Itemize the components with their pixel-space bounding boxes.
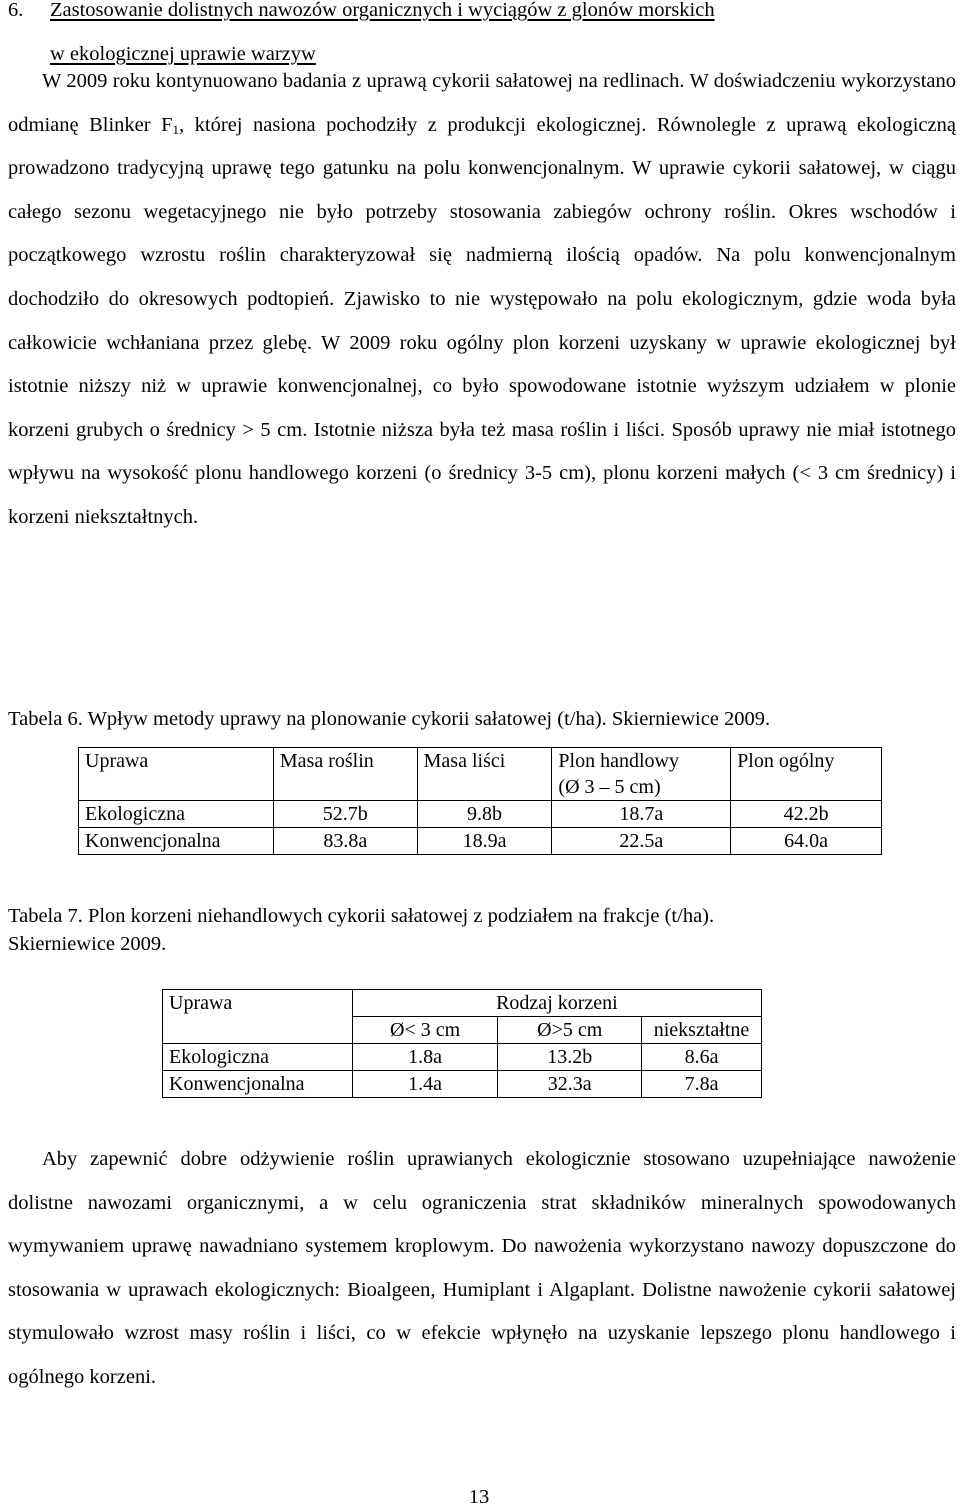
table7 <box>162 989 762 1098</box>
section-number: 6. <box>8 0 24 21</box>
table6-header-cell: Masa liści <box>417 748 552 801</box>
table-row <box>79 801 882 828</box>
paragraph-1-subscript: 1 <box>172 121 180 137</box>
table6-cell: 42.2b <box>731 801 882 828</box>
table6-cell: Konwencjonalna <box>79 828 274 855</box>
section-title-line2: w ekologicznej uprawie warzyw <box>50 43 316 65</box>
table6-cell: 9.8b <box>417 801 552 828</box>
table-row <box>163 1071 762 1098</box>
table6-header-cell: Uprawa <box>79 748 274 801</box>
table6-cell: 22.5a <box>552 828 731 855</box>
table6-header-row <box>79 748 882 801</box>
paragraph-2-text: Aby zapewnić dobre odżywienie roślin uprawianych ekologicznie stosowano uzupełniające nawożenie dolistne nawozami organicznymi, a w celu ograniczenia strat składników mineralnych spowodowanych wymywaniem uprawę nawadniano systemem kroplowym. Do nawożenia wykorzystano nawozy dopuszczone do stosowania w uprawach ekologicznych: Bioalgeen, Humiplant i Algaplant. Dolistne nawożenie cykorii sałatowej stymulowało wzrost masy roślin i liści, co w efekcie wpłynęło na uzyskanie lepszego plonu handlowego i ogólnego korzeni. <box>8 1148 956 1388</box>
page-number: 13 <box>468 1486 490 1508</box>
table6-header-cell: Masa roślin <box>273 748 417 801</box>
table6-header-line: Plon handlowy <box>558 750 679 772</box>
table7-caption-line1: Tabela 7. Plon korzeni niehandlowych cykorii sałatowej z podziałem na frakcje (t/ha). <box>8 905 715 927</box>
table7-cell: 1.4a <box>352 1071 498 1098</box>
table6-header-cell <box>552 748 731 801</box>
table7-cell: 1.8a <box>352 1044 498 1071</box>
table7-header-cell: Rodzaj korzeni <box>352 990 761 1017</box>
table7-cell: 8.6a <box>642 1044 762 1071</box>
table7-header-cell <box>163 1017 353 1044</box>
table7-header-cell: Uprawa <box>163 990 353 1017</box>
section-title-line1: Zastosowanie dolistnych nawozów organicznych i wyciągów z glonów morskich <box>50 0 715 21</box>
table7-header-row <box>163 990 762 1017</box>
paragraph-1 <box>8 60 956 540</box>
paragraph-1-text-a: W 2009 roku kontynuowano badania z uprawą cykorii sałatowej na redlinach. W doświadczeniu wykorzystano odmianę Blinker F <box>8 70 956 136</box>
table-row <box>79 828 882 855</box>
table7-cell: Konwencjonalna <box>163 1071 353 1098</box>
table6-header-line: (Ø 3 – 5 cm) <box>558 776 661 798</box>
section-heading <box>8 0 715 22</box>
table7-cell: 7.8a <box>642 1071 762 1098</box>
paragraph-2 <box>8 1138 956 1400</box>
table6 <box>78 747 882 855</box>
table7-caption-line2: Skierniewice 2009. <box>8 933 167 955</box>
table7-subheader-cell: Ø>5 cm <box>498 1017 642 1044</box>
table6-cell: 18.9a <box>417 828 552 855</box>
table7-cell: Ekologiczna <box>163 1044 353 1071</box>
table6-caption: Tabela 6. Wpływ metody uprawy na plonowanie cykorii sałatowej (t/ha). Skierniewice 2009. <box>8 708 771 730</box>
table7-subheader-cell: niekształtne <box>642 1017 762 1044</box>
paragraph-1-text-b: , której nasiona pochodziły z produkcji ekologicznej. Równolegle z uprawą ekologiczną prowadzono tradycyjną uprawę tego gatunku na polu konwencjonalnym. W uprawie cykorii sałatowej, w ciągu całego sezonu wegetacyjnego nie było potrzeby stosowania zabiegów ochrony roślin. Okres wschodów i początkowego wzrostu roślin charakteryzował się nadmierną ilością opadów. Na polu konwencjonalnym dochodziło do okresowych podtopień. Zjawisko to nie występowało na polu ekologicznym, gdzie woda była całkowicie wchłaniana przez glebę. W 2009 roku ogólny plon korzeni uzyskany w uprawie ekologicznej był istotnie niższy niż w uprawie konwencjonalnej, co było spowodowane istotnie wyższym udziałem w plonie korzeni grubych o średnicy > 5 cm. Istotnie niższa była też masa roślin i liści. Sposób uprawy nie miał istotnego wpływu na wysokość plonu handlowego korzeni (o średnicy 3-5 cm), plonu korzeni małych (< 3 cm średnicy) i korzeni niekształtnych. <box>8 113 956 528</box>
table7-subheader-row <box>163 1017 762 1044</box>
table6-cell: 83.8a <box>273 828 417 855</box>
table6-cell: 18.7a <box>552 801 731 828</box>
table6-cell: 64.0a <box>731 828 882 855</box>
table7-subheader-cell: Ø< 3 cm <box>352 1017 498 1044</box>
table6-cell: 52.7b <box>273 801 417 828</box>
table7-cell: 13.2b <box>498 1044 642 1071</box>
table6-cell: Ekologiczna <box>79 801 274 828</box>
table-row <box>163 1044 762 1071</box>
table6-header-cell: Plon ogólny <box>731 748 882 801</box>
table7-cell: 32.3a <box>498 1071 642 1098</box>
